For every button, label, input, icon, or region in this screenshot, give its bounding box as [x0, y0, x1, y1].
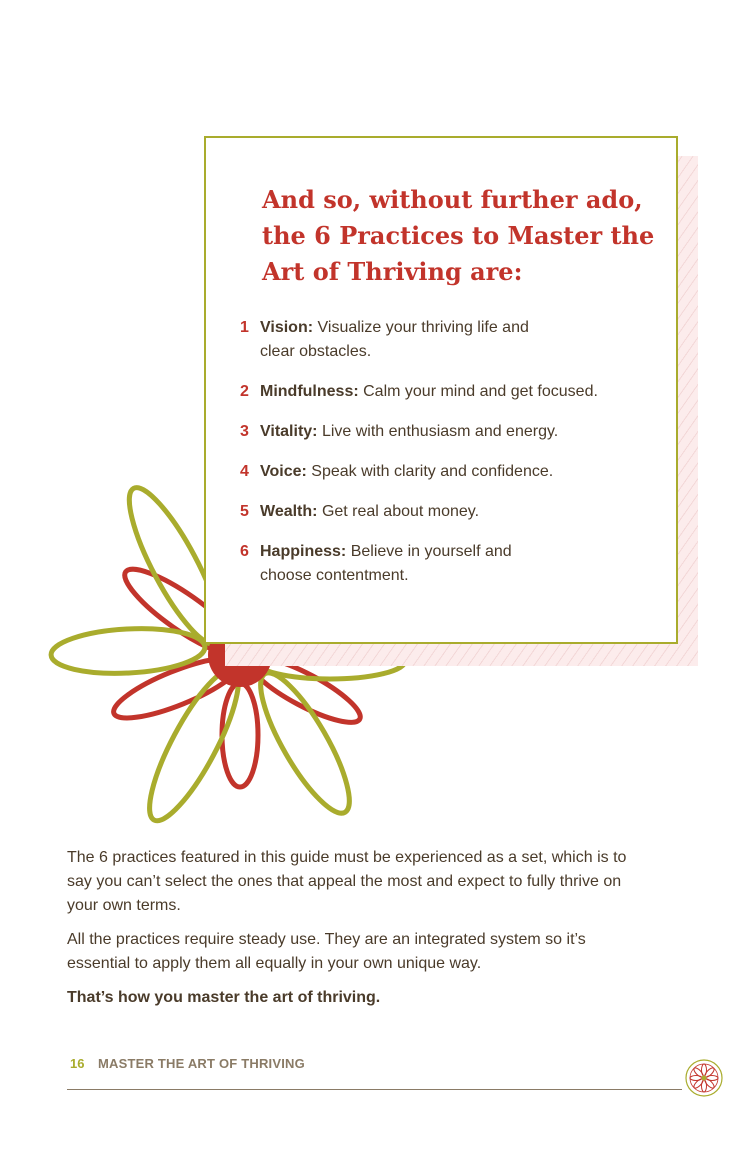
card-heading: And so, without further ado, the 6 Practices to Master the Art of Thriving are:: [262, 185, 655, 286]
practice-desc: Believe in yourself and: [350, 543, 512, 560]
practice-name: Happiness:: [260, 543, 347, 560]
practice-number: 6: [240, 543, 249, 560]
page-number: 16: [70, 1056, 85, 1071]
body-paragraph-2: All the practices require steady use. They are an integrated system so it’s essential to apply them all equally in your own unique way.: [67, 931, 586, 972]
practice-name: Vitality:: [260, 423, 318, 440]
practice-desc: choose contentment.: [260, 567, 409, 584]
practice-number: 2: [240, 383, 249, 400]
practice-name: Mindfulness:: [260, 383, 359, 400]
practice-desc: Speak with clarity and confidence.: [311, 463, 554, 480]
practices-card: [204, 136, 678, 644]
footer-divider: [67, 1089, 682, 1090]
practice-vitality: [240, 420, 660, 444]
practice-wealth: [240, 500, 660, 524]
footer-title: MASTER THE ART OF THRIVING: [98, 1056, 305, 1071]
practice-desc: Calm your mind and get focused.: [363, 383, 598, 400]
body-closing: That’s how you master the art of thriving.: [67, 989, 381, 1006]
practice-desc: clear obstacles.: [260, 343, 372, 360]
practice-number: 3: [240, 423, 249, 440]
practice-happiness: [240, 540, 660, 588]
practice-number: 4: [240, 463, 249, 480]
practice-desc: Get real about money.: [321, 503, 480, 520]
flower-petal: [246, 663, 364, 824]
body-text: [67, 846, 687, 1020]
flower-petal: [222, 683, 258, 787]
practice-voice: [240, 460, 660, 484]
practice-desc: Live with enthusiasm and energy.: [321, 423, 559, 440]
practice-number: 1: [240, 319, 249, 336]
practice-vision: [240, 316, 660, 364]
practice-name: Wealth:: [260, 503, 318, 520]
practice-number: 5: [240, 503, 249, 520]
body-paragraph-1: The 6 practices featured in this guide must be experienced as a set, which is to say you can’t select the ones that appeal the most and expect to fully thrive on your own terms.: [67, 849, 627, 914]
mandala-emblem-icon: [684, 1058, 724, 1098]
practice-name: Voice:: [260, 463, 307, 480]
practices-list: [240, 316, 660, 588]
practice-desc: Visualize your thriving life and: [317, 319, 529, 336]
practice-name: Vision:: [260, 319, 314, 336]
practice-mindfulness: [240, 380, 660, 404]
